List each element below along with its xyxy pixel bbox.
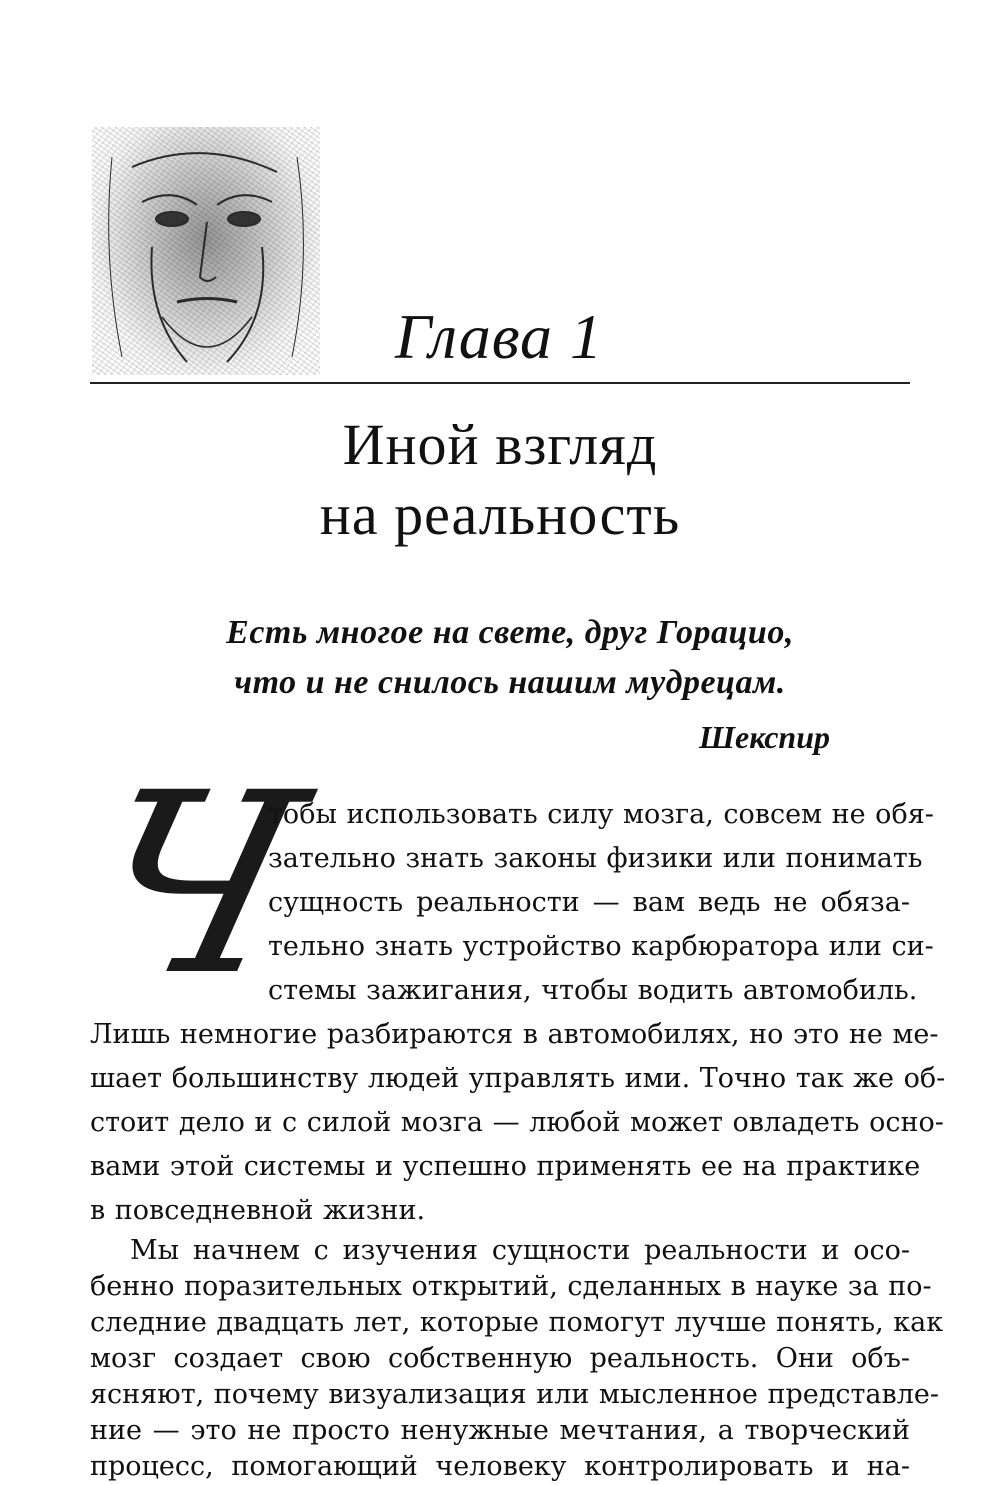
text-line: зательно знать законы физики или понимать (268, 843, 923, 874)
text-line: Мы начнем с изучения сущности реальности и осо- (130, 1235, 910, 1266)
chapter-title-line1: Иной взгляд (342, 412, 658, 477)
text-line: бенно поразительных открытий, сделанных в науке за по- (90, 1271, 932, 1302)
epigraph-line1: Есть многое на свете, друг Горацио, (226, 614, 794, 651)
epigraph-line2: что и не снилось нашим мудрецам. (234, 664, 786, 701)
text-line: в повседневной жизни. (90, 1195, 426, 1226)
text-line: мозг создает свою собственную реальность. Они объ- (90, 1343, 910, 1374)
epigraph-author: Шекспир (698, 719, 830, 755)
text-line: Лишь немногие разбираются в автомобилях, но это не ме- (90, 1019, 939, 1050)
text-line: ясняют, почему визуализация или мысленное представле- (90, 1379, 939, 1410)
text-line: вами этой системы и успешно применять ее на практике (90, 1151, 921, 1182)
text-line: следние двадцать лет, которые помогут лучше понять, как (90, 1307, 944, 1338)
text-line: тобы использовать силу мозга, совсем не обя- (268, 799, 934, 830)
text-line: стемы зажигания, чтобы водить автомобиль. (268, 975, 918, 1006)
chapter-label: Глава 1 (395, 301, 604, 372)
drop-cap: Ч (59, 739, 326, 1030)
text-line: стоит дело и с силой мозга — любой может овладеть осно- (90, 1107, 944, 1138)
text-line: ние — это не просто ненужные мечтания, а творческий (90, 1415, 910, 1446)
text-line: процесс, помогающий человеку контролировать и на- (90, 1451, 910, 1482)
text-line: шает большинству людей управлять ими. Точно так же об- (90, 1063, 946, 1094)
text-line: сущность реальности — вам ведь не обяза- (268, 887, 910, 918)
body-text (90, 0, 946, 1482)
chapter-title-line2: на реальность (319, 482, 681, 547)
text-line: тельно знать устройство карбюратора или си- (268, 931, 934, 962)
